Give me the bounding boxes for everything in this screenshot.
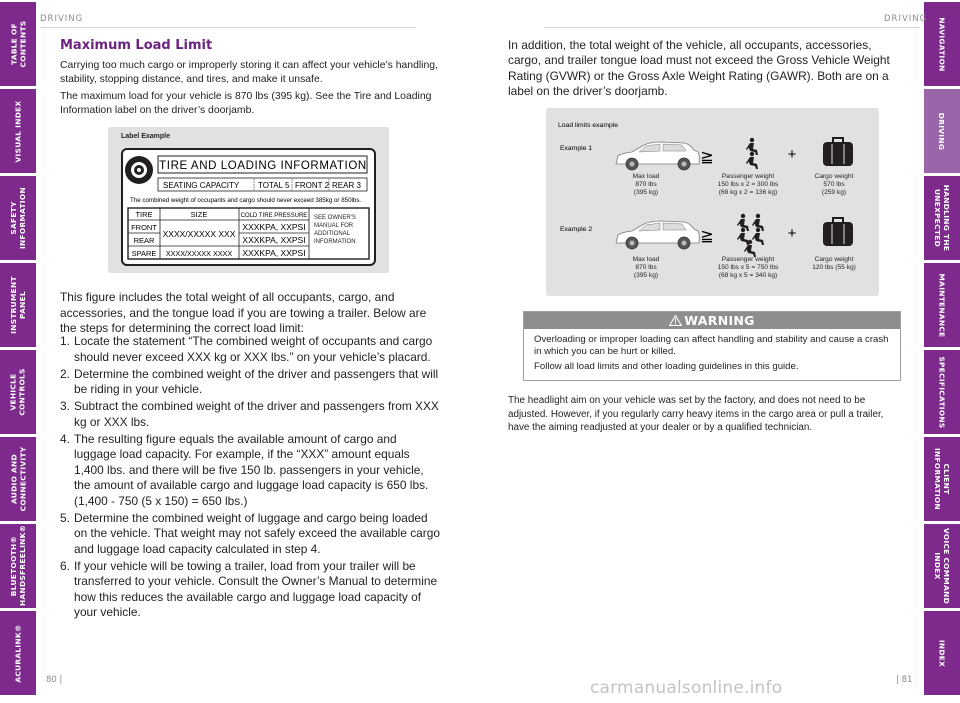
suv-car-icon — [616, 221, 699, 249]
tab-label: HANDLING THE UNEXPECTED — [933, 184, 952, 252]
greater-equal-symbol: ≧ — [700, 149, 714, 166]
tab-handling-the-unexpected[interactable] — [924, 176, 960, 260]
col-tire: TIRE — [135, 210, 153, 219]
seating-rear: REAR 3 — [332, 181, 361, 190]
tab-label: INSTRUMENT PANEL — [9, 276, 27, 334]
col-size: SIZE — [190, 210, 208, 219]
warning-text-2: Follow all load limits and other loading guidelines in this guide. — [534, 361, 799, 372]
warning-text-1: Overloading or improper loading can affect handling and stability and cause a crash in which you can be hurt or killed. — [534, 334, 889, 357]
left-running-head: DRIVING — [40, 14, 84, 24]
tab-label: BLUETOOTH® HANDSFREELINK® — [9, 524, 27, 606]
tab-label: DRIVING — [937, 112, 947, 150]
tab-label: VEHICLE CONTROLS — [9, 368, 27, 416]
ex2-cargo-wrap — [798, 256, 870, 286]
list-item — [60, 367, 442, 398]
right-header-rule — [544, 27, 920, 28]
step-number: 1. — [60, 334, 70, 348]
step-text: Subtract the combined weight of the driver and passengers from XXX kg or XXX lbs. — [74, 399, 439, 429]
tab-safety-information[interactable] — [0, 176, 36, 260]
left-page-number: 80 | — [46, 675, 63, 685]
tab-label: AUDIO AND CONNECTIVITY — [9, 446, 27, 512]
luggage-icon — [823, 218, 853, 246]
ex2-cargo-weight: Cargo weight 120 lbs (55 kg) — [812, 256, 856, 271]
step-number: 3. — [60, 399, 70, 413]
see-manual-note-wrap — [311, 214, 369, 258]
step-number: 2. — [60, 366, 70, 381]
ex2-passenger-weight: Passenger weight 150 lbs x 5 = 750 lbs (68 kg x 5 = 340 kg) — [717, 256, 779, 279]
pressure-spare: XXXKPA, XXPSI — [242, 248, 306, 258]
right-running-head: DRIVING — [884, 14, 928, 24]
warning-triangle-icon — [669, 315, 682, 326]
row-rear: REAR — [133, 236, 155, 245]
tab-bluetooth-handsfreelink[interactable] — [0, 524, 36, 608]
luggage-icon — [823, 138, 853, 166]
ex2-passenger-wrap — [702, 256, 794, 286]
warning-box — [523, 311, 901, 381]
tab-label: NAVIGATION — [937, 16, 947, 72]
step-text: Determine the combined weight of the driver and passengers that will be riding in your vehicle. — [74, 366, 439, 396]
tab-label: SPECIFICATIONS — [937, 355, 947, 429]
label-example-figure — [108, 127, 389, 273]
watermark-text: carmanualsonline.info — [590, 678, 783, 698]
ex1-cargo-weight: Cargo weight 570 lbs (259 kg) — [814, 173, 854, 196]
tab-label: TABLE OF CONTENTS — [9, 20, 27, 68]
list-item — [60, 511, 442, 558]
greater-equal-symbol: ≧ — [700, 228, 714, 245]
ex1-max-load: Max load 870 lbs (395 kg) — [632, 173, 660, 196]
see-manual-note: SEE OWNER'S MANUAL FOR ADDITIONAL INFORMATION — [314, 215, 356, 245]
tab-voice-command-index[interactable] — [924, 524, 960, 608]
step-text: If your vehicle will be towing a trailer, load from your trailer will be transferred to your vehicle. Consult the Owner’s Manual to determine how this reduces the available cargo and luggage load capacity of your vehicle. — [74, 558, 438, 619]
combined-weight-statement: The combined weight of occupants and cargo should never exceed 385kg or 850lbs. — [130, 197, 362, 204]
warning-title: WARNING — [684, 313, 755, 328]
section-heading: Maximum Load Limit — [60, 38, 213, 53]
example-1-label: Example 1 — [560, 145, 593, 152]
step-number: 6. — [60, 558, 70, 573]
list-item — [60, 559, 442, 621]
ex2-max-load: Max load 870 lbs (395 kg) — [632, 256, 660, 279]
suv-car-icon — [616, 142, 699, 170]
tab-label: INDEX — [937, 639, 947, 667]
figure-description: This figure includes the total weight of all occupants, cargo, and accessories, and the tongue load if you are towing a trailer. Below are the steps for determining the correct load limit: — [60, 290, 427, 335]
pressure-front: XXXKPA, XXPSI — [242, 222, 306, 232]
row-front: FRONT — [131, 223, 157, 232]
tab-label: SAFETY INFORMATION — [9, 186, 27, 250]
tab-label: CLIENT INFORMATION — [933, 447, 951, 511]
step-text: The resulting figure equals the available amount of cargo and luggage load capacity. For example, if the “XXX” amount equals 1,400 lbs. and there will be five 150 lb. passengers in your vehicle, the amount of available cargo and luggage load capacity is 650 lbs. (1,400 - 750 (5 x 150) = 650 lbs.) — [74, 431, 429, 508]
left-section-tabs — [0, 0, 36, 703]
tab-acuralink[interactable] — [0, 611, 36, 695]
intro-paragraph: Carrying too much cargo or improperly storing it can affect your vehicle’s handling, stability, stopping distance, and tires, and make it unsafe. — [60, 60, 438, 85]
right-page-number: | 81 — [896, 675, 913, 685]
list-item — [60, 334, 442, 365]
tab-label: VOICE COMMAND INDEX — [933, 527, 951, 605]
tab-driving[interactable] — [924, 89, 960, 173]
step-number: 4. — [60, 431, 70, 446]
row-spare: SPARE — [131, 249, 157, 258]
size-main: XXXX/XXXXX XXX — [162, 229, 236, 239]
steps-list — [60, 334, 442, 622]
tab-label: MAINTENANCE — [937, 273, 947, 337]
ex1-max-load-wrap — [604, 173, 688, 203]
size-spare: XXXX/XXXXX XXXX — [165, 249, 233, 258]
plus-symbol: + — [787, 146, 797, 163]
example-2-label: Example 2 — [560, 226, 593, 233]
tab-label: VISUAL INDEX — [13, 100, 23, 162]
ex2-max-load-wrap — [604, 256, 688, 286]
figure-caption: Label Example — [121, 133, 171, 140]
col-pressure: COLD TIRE PRESSURE — [240, 213, 308, 219]
placard-title: TIRE AND LOADING INFORMATION — [159, 160, 367, 172]
tab-specifications[interactable] — [924, 350, 960, 434]
tab-table-of-contents[interactable] — [0, 2, 36, 86]
load-limits-graphic — [546, 108, 879, 296]
passenger-icon — [744, 240, 756, 257]
placard-graphic — [123, 150, 374, 264]
right-section-tabs — [924, 0, 960, 703]
tab-index[interactable] — [924, 611, 960, 695]
seating-total: TOTAL 5 — [258, 181, 290, 190]
diagram-caption: Load limits example — [558, 122, 619, 129]
step-text: Locate the statement “The combined weight of occupants and cargo should never exceed XXX kg or XXX lbs.” on your vehicle’s placard. — [74, 334, 433, 364]
pressure-rear: XXXKPA, XXPSI — [242, 235, 306, 245]
list-item — [60, 432, 442, 510]
step-number: 5. — [60, 510, 70, 525]
list-item — [60, 399, 442, 430]
max-load-paragraph: The maximum load for your vehicle is 870 lbs (395 kg). See the Tire and Loading Information label on the driver’s doorjamb. — [60, 91, 432, 116]
step-text: Determine the combined weight of luggage and cargo being loaded on the vehicle. That weight may not safely exceed the available cargo and luggage load capacity calculated in step 4. — [74, 510, 440, 556]
warning-header — [524, 312, 900, 329]
tab-vehicle-controls[interactable] — [0, 350, 36, 434]
seating-capacity-label: SEATING CAPACITY — [163, 181, 240, 190]
tab-maintenance[interactable] — [924, 263, 960, 347]
tire-icon — [125, 156, 153, 184]
gvwr-paragraph: In addition, the total weight of the vehicle, all occupants, accessories, cargo, and trailer tongue load must not exceed the Gross Vehicle Weight Rating (GVWR) or the Gross Axle Weight Rating (GAWR). Both are on a label on the driver’s doorjamb. — [508, 38, 890, 98]
tab-instrument-panel[interactable] — [0, 263, 36, 347]
tab-visual-index[interactable] — [0, 89, 36, 173]
tab-label: ACURALINK® — [13, 623, 23, 683]
seating-front: FRONT 2 — [295, 181, 330, 190]
ex1-passenger-wrap — [702, 173, 794, 203]
tab-audio-and-connectivity[interactable] — [0, 437, 36, 521]
load-limits-diagram — [546, 108, 879, 296]
tab-client-information[interactable] — [924, 437, 960, 521]
tab-navigation[interactable] — [924, 2, 960, 86]
plus-symbol: + — [787, 225, 797, 242]
ex1-passenger-weight: Passenger weight 150 lbs x 2 = 300 lbs (68 kg x 2 = 136 kg) — [717, 173, 779, 196]
ex1-cargo-wrap — [798, 173, 870, 203]
headlight-aim-paragraph: The headlight aim on your vehicle was set by the factory, and does not need to be adjusted. However, if you regularly carry heavy items in the cargo area or pull a trailer, have the aiming readjusted at your dealer or by a qualified technician. — [508, 395, 884, 433]
left-header-rule — [40, 27, 416, 28]
tire-loading-placard — [121, 148, 376, 266]
